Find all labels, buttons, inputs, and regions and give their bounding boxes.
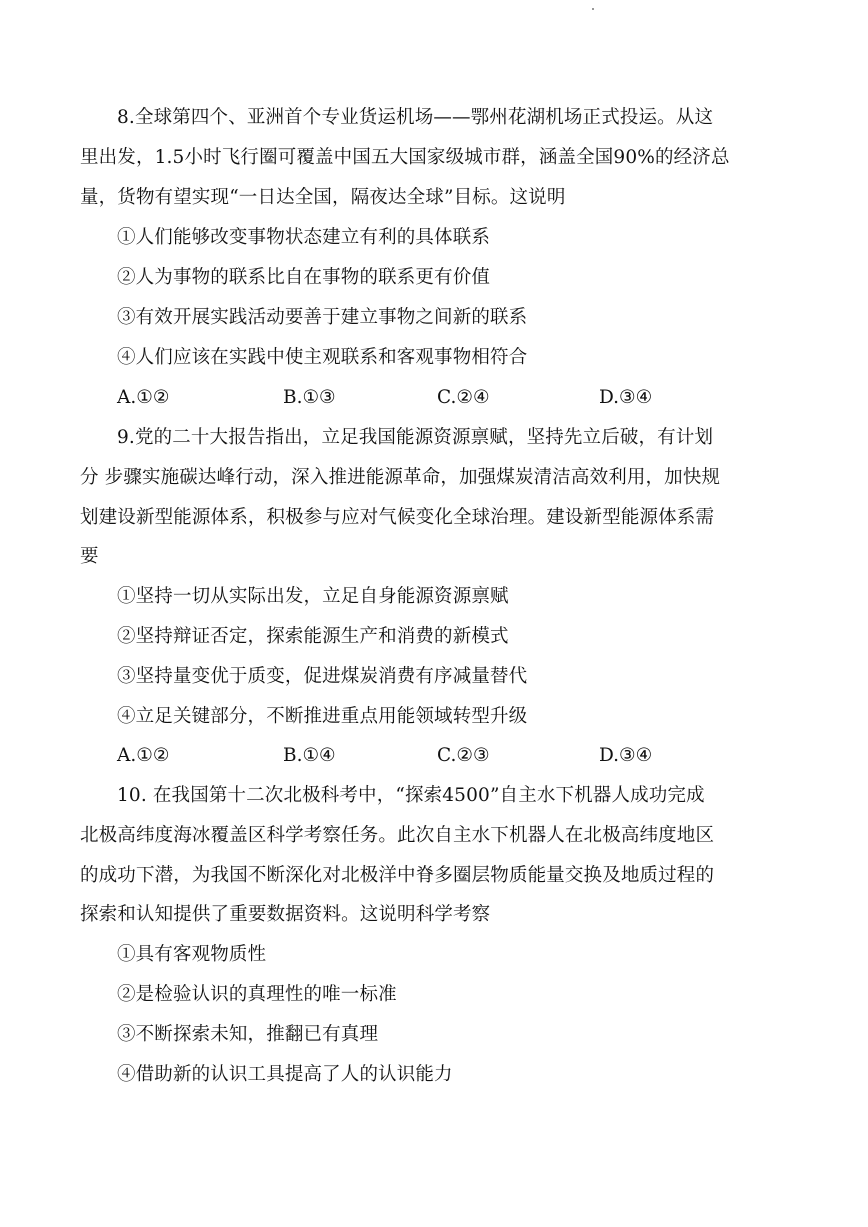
question-10-stem-line-3: 的成功下潜，为我国不断深化对北极洋中脊多圈层物质能量交换及地质过程的 [80, 865, 715, 886]
question-9-stem-line-2: 分 步骤实施碳达峰行动，深入推进能源革命，加强煤炭清洁高效利用，加快规 [80, 467, 721, 488]
question-8-option-a: A.①② [117, 387, 170, 408]
question-10-statement-4: ④借助新的认识工具提高了人的认识能力 [117, 1064, 453, 1085]
scan-dot [592, 8, 594, 10]
question-8-statement-3: ③有效开展实践活动要善于建立事物之间新的联系 [117, 307, 528, 328]
question-8-statement-4: ④人们应该在实践中使主观联系和客观事物相符合 [117, 347, 528, 368]
question-10-statement-2: ②是检验认识的真理性的唯一标准 [117, 984, 397, 1005]
question-8-option-b: B.①③ [283, 387, 336, 408]
question-9-option-b: B.①④ [283, 745, 336, 766]
question-8-option-c: C.②④ [437, 387, 490, 408]
question-8-statement-1: ①人们能够改变事物状态建立有利的具体联系 [117, 227, 491, 248]
question-10-statement-1: ①具有客观物质性 [117, 944, 267, 965]
question-9-statement-3: ③坚持量变优于质变，促进煤炭消费有序减量替代 [117, 666, 528, 687]
question-9-statement-1: ①坚持一切从实际出发，立足自身能源资源禀赋 [117, 586, 509, 607]
question-9-statement-4: ④立足关键部分，不断推进重点用能领域转型升级 [117, 706, 528, 727]
question-9-stem-line-3: 划建设新型能源体系，积极参与应对气候变化全球治理。建设新型能源体系需 [80, 507, 715, 528]
question-8-options [117, 383, 717, 413]
question-9-stem-line-1: 9.党的二十大报告指出，立足我国能源资源禀赋，坚持先立后破，有计划 [117, 427, 714, 448]
question-8-statement-2: ②人为事物的联系比自在事物的联系更有价值 [117, 267, 491, 288]
question-10-stem-line-2: 北极高纬度海冰覆盖区科学考察任务。此次自主水下机器人在北极高纬度地区 [80, 825, 715, 846]
question-10-stem-line-1: 10. 在我国第十二次北极科考中，“探索4500”自主水下机器人成功完成 [117, 785, 705, 806]
question-9-option-c: C.②③ [437, 745, 490, 766]
question-8-stem-line-3: 量，货物有望实现“一日达全国，隔夜达全球”目标。这说明 [80, 187, 566, 208]
question-9-stem-line-4: 要 [80, 546, 99, 567]
question-8-option-d: D.③④ [599, 387, 653, 408]
question-9-options [117, 741, 717, 771]
question-10-statement-3: ③不断探索未知，推翻已有真理 [117, 1024, 379, 1045]
question-9-option-d: D.③④ [599, 745, 653, 766]
question-8-stem-line-2: 里出发，1.5小时飞行圈可覆盖中国五大国家级城市群，涵盖全国90%的经济总 [80, 147, 730, 168]
question-8-stem-line-1: 8.全球第四个、亚洲首个专业货运机场——鄂州花湖机场正式投运。从这 [117, 107, 714, 128]
question-10-stem-line-4: 探索和认知提供了重要数据资料。这说明科学考察 [80, 904, 491, 925]
question-9-statement-2: ②坚持辩证否定，探索能源生产和消费的新模式 [117, 626, 509, 647]
question-9-option-a: A.①② [117, 745, 170, 766]
